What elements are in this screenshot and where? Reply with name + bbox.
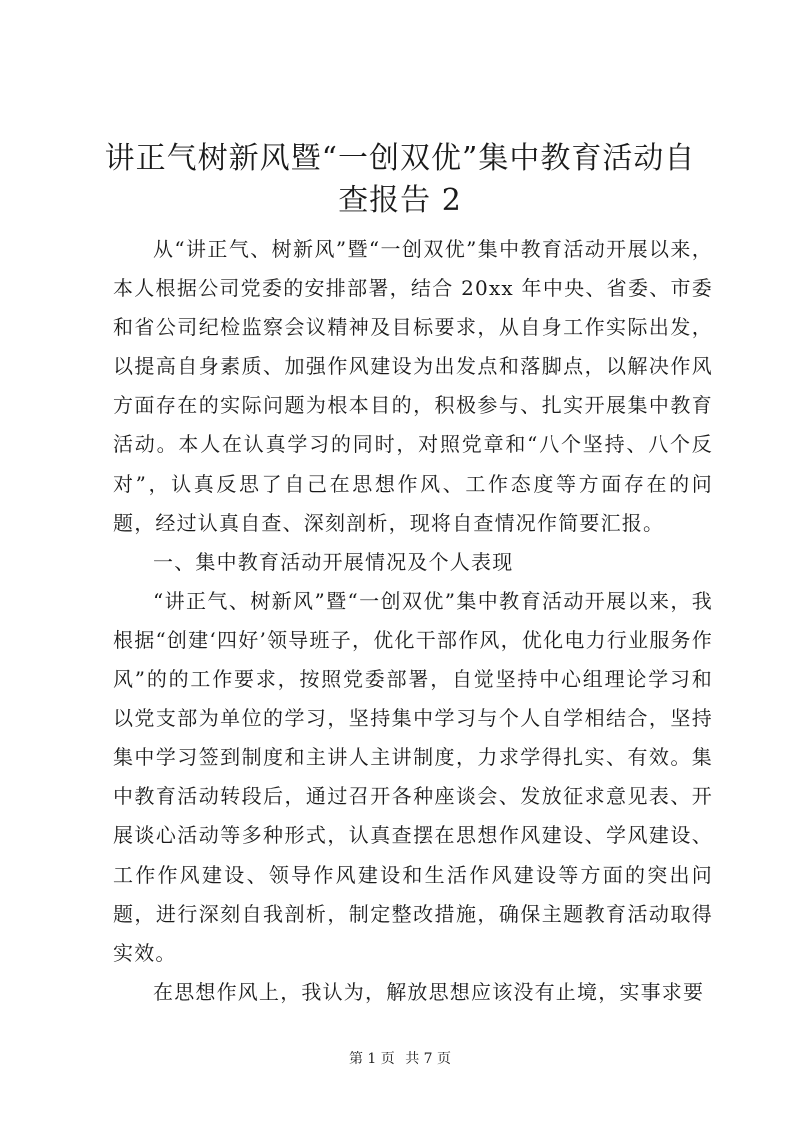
section-heading-1: 一、集中教育活动开展情况及个人表现 <box>153 549 514 574</box>
page-footer <box>0 1049 800 1069</box>
document-title: 讲正气树新风暨“一创双优”集中教育活动自查报告 2 <box>104 141 696 218</box>
page-number: 第 1 页 <box>348 1051 395 1067</box>
paragraph-activity: “讲正气、树新风”暨“一创双优”集中教育活动开展以来，我根据“创建‘四好’领导班子，优化干部作风，优化电力行业服务作风”的的工作要求，按照党委部署，自觉坚持中心组理论学习和以党支部为单位的学习，坚持集中学习与个人自学相结合，坚持集中学习签到制度和主讲人主讲制度，力求学得扎实、有效。集中教育活动转段后，通过召开各种座谈会、发放征求意见表、开展谈心活动等多种形式，认真查摆在思想作风建设、学风建设、工作作风建设、领导作风建设和生活作风建设等方面的突出问题，进行深刻自我剖析，制定整改措施，确保主题教育活动取得实效。 <box>113 588 713 965</box>
document-body <box>113 230 713 1012</box>
page-total: 共 7 页 <box>405 1051 452 1067</box>
paragraph-thought-style: 在思想作风上，我认为，解放思想应该没有止境，实事求要 <box>153 979 705 1004</box>
paragraph-intro: 从“讲正气、树新风”暨“一创双优”集中教育活动开展以来，本人根据公司党委的安排部署，结合 20xx 年中央、省委、市委和省公司纪检监察会议精神及目标要求，从自身工作实际出发，以提高自身素质、加强作风建设为出发点和落脚点，以解决作风方面存在的实际问题为根本目的，积极参与、扎实开展集中教育活动。本人在认真学习的同时，对照党章和“八个坚持、八个反对”，认真反思了自己在思想作风、工作态度等方面存在的问题，经过认真自查、深刻剖析，现将自查情况作简要汇报。 <box>113 237 713 535</box>
